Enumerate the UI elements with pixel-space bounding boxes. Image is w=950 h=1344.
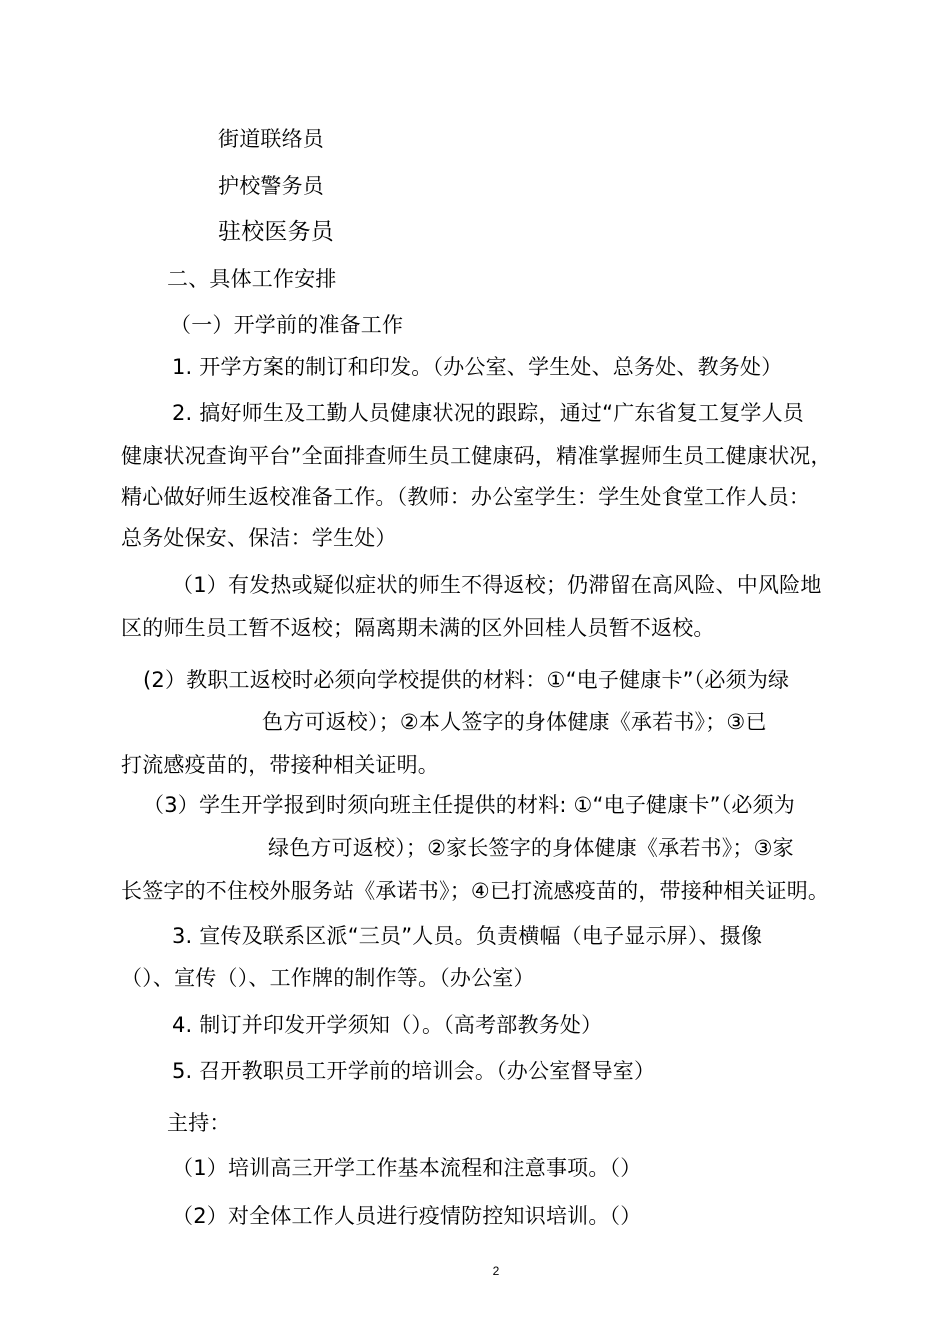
- section-heading-2: 二、具体工作安排: [167, 267, 337, 291]
- subsection-heading-1: （一）开学前的准备工作: [170, 313, 404, 337]
- text-line-medical-officer: 驻校医务员: [218, 219, 334, 245]
- item-2-line-4: 总务处保安、保洁：学生处）: [121, 526, 397, 550]
- sub-item-2-line-1: (2）教职工返校时必须向学校提供的材料：①“电子健康卡”（必须为绿: [143, 668, 790, 692]
- sub-item-3-line-2: 绿色方可返校）；②家长签字的身体健康《承若书》；③家: [268, 836, 794, 860]
- item-5: 5. 召开教职员工开学前的培训会。（办公室督导室）: [172, 1059, 656, 1083]
- host-label: 主持：: [167, 1111, 231, 1135]
- text-line-police-officer: 护校警务员: [218, 174, 324, 198]
- sub-item-3-line-1: （3）学生开学报到时须向班主任提供的材料: ①“电子健康卡”（必须为: [143, 793, 795, 817]
- sub-item-2-line-2: 色方可返校）；②本人签字的身体健康《承若书》；③已: [262, 710, 767, 734]
- training-item-1: （1）培训高三开学工作基本流程和注意事项。（）: [172, 1156, 642, 1180]
- item-3-line-2: （）、宣传（）、工作牌的制作等。（办公室）: [121, 966, 535, 990]
- sub-item-1-line-1: （1）有发热或疑似症状的师生不得返校；仍滞留在高风险、中风险地: [172, 573, 822, 597]
- text-line-liaison-officer: 街道联络员: [218, 127, 324, 151]
- training-item-2: （2）对全体工作人员进行疫情防控知识培训。（）: [172, 1204, 642, 1228]
- sub-item-2-line-3: 打流感疫苗的，带接种相关证明。: [121, 753, 439, 777]
- sub-item-3-line-3: 长签字的不住校外服务站《承诺书》；④已打流感疫苗的，带接种相关证明。: [121, 879, 830, 903]
- item-2-line-1: 2. 搞好师生及工勤人员健康状况的跟踪，通过“广东省复工复学人员: [172, 401, 804, 425]
- item-4: 4. 制订并印发开学须知（）。（高考部教务处）: [172, 1013, 603, 1037]
- item-2-line-3: 精心做好师生返校准备工作。（教师：办公室学生：学生处食堂工作人员：: [121, 485, 811, 509]
- item-1: 1. 开学方案的制订和印发。（办公室、学生处、总务处、教务处）: [172, 355, 783, 379]
- item-3-line-1: 3. 宣传及联系区派“三员”人员。负责横幅（电子显示屏）、摄像: [172, 924, 763, 948]
- page-number: 2: [492, 1264, 500, 1278]
- item-2-line-2: 健康状况查询平台”全面排查师生员工健康码，精准掌握师生员工健康状况，: [121, 444, 832, 468]
- sub-item-1-line-2: 区的师生员工暂不返校；隔离期未满的区外回桂人员暂不返校。: [121, 616, 715, 640]
